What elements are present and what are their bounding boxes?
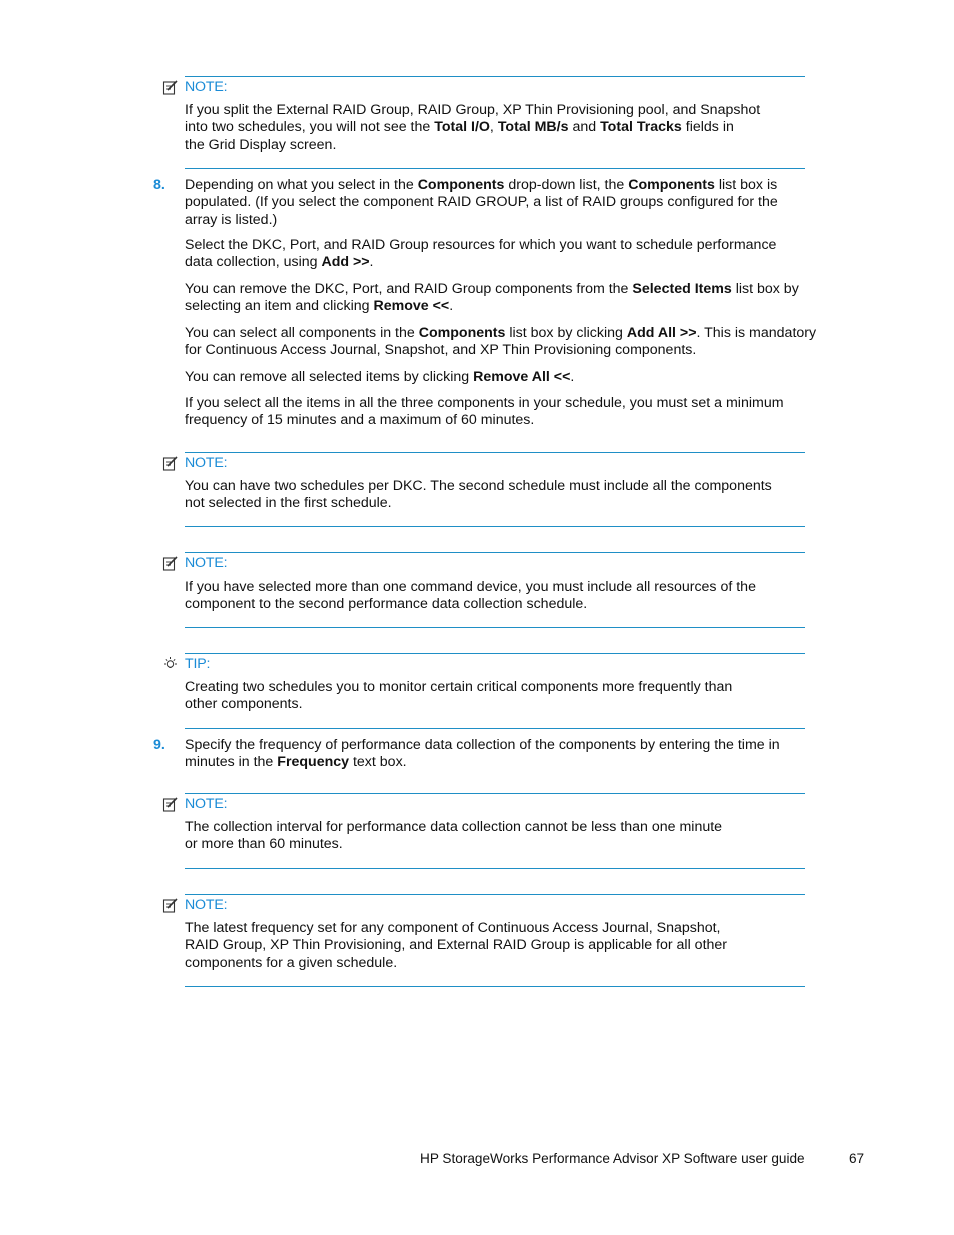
note-bottom-rule bbox=[185, 868, 805, 869]
note-label: NOTE: bbox=[185, 897, 228, 913]
note-header bbox=[162, 453, 227, 473]
tip-label: TIP: bbox=[185, 656, 211, 672]
note-body: The latest frequency set for any component of Continuous Access Journal, Snapshot, RAID Group, XP Thin Provisioning, and External RAID Group is applicable for all other components for a given schedule. bbox=[185, 920, 728, 971]
note-text-line: into two schedules, you will not see the Total I/O, Total MB/s and Total Tracks fields in bbox=[185, 119, 734, 136]
note-body bbox=[185, 102, 760, 154]
step-paragraph: If you select all the items in all the three components in your schedule, you must set a minimum frequency of 15 minutes and a maximum of 60 minutes. bbox=[185, 395, 784, 429]
note-top-rule bbox=[185, 76, 805, 77]
step-paragraph: You can remove the DKC, Port, and RAID Group components from the Selected Items list box by selecting an item and clicking Remove <<. bbox=[185, 281, 799, 315]
note-label: NOTE: bbox=[185, 79, 228, 95]
note-pencil-icon bbox=[162, 796, 179, 813]
tip-header bbox=[162, 654, 210, 674]
note-text-line: If you split the External RAID Group, RAID Group, XP Thin Provisioning pool, and Snapshot bbox=[185, 102, 761, 118]
note-top-rule bbox=[185, 894, 805, 895]
note-bottom-rule bbox=[185, 627, 805, 628]
note-bottom-rule bbox=[185, 986, 805, 987]
step-paragraph: You can remove all selected items by clicking Remove All <<. bbox=[185, 369, 575, 385]
step-number: 9. bbox=[153, 737, 165, 753]
note-body: You can have two schedules per DKC. The second schedule must include all the components not selected in the first schedule. bbox=[185, 478, 772, 512]
step-paragraph: Specify the frequency of performance data collection of the components by entering the time in minutes in the Frequency text box. bbox=[185, 737, 780, 771]
note-header bbox=[162, 553, 227, 573]
note-top-rule bbox=[185, 552, 805, 553]
note-label: NOTE: bbox=[185, 555, 228, 571]
note-header bbox=[162, 77, 227, 97]
footer-title: HP StorageWorks Performance Advisor XP Software user guide bbox=[420, 1151, 805, 1166]
note-label: NOTE: bbox=[185, 455, 228, 471]
step-paragraph: You can select all components in the Components list box by clicking Add All >>. This is mandatory for Continuous Access Journal, Snapshot, and XP Thin Provisioning components. bbox=[185, 325, 817, 359]
step-paragraph: Select the DKC, Port, and RAID Group resources for which you want to schedule performance data collection, using Add >>. bbox=[185, 237, 777, 271]
note-pencil-icon bbox=[162, 555, 179, 572]
step-number: 8. bbox=[153, 177, 165, 193]
tip-top-rule bbox=[185, 653, 805, 654]
note-pencil-icon bbox=[162, 455, 179, 472]
note-body: If you have selected more than one command device, you must include all resources of the component to the second performance data collection schedule. bbox=[185, 579, 756, 613]
tip-body: Creating two schedules you to monitor certain critical components more frequently than other components. bbox=[185, 679, 733, 713]
note-text-line: the Grid Display screen. bbox=[185, 136, 337, 153]
note-header bbox=[162, 794, 227, 814]
note-label: NOTE: bbox=[185, 796, 228, 812]
lightbulb-icon bbox=[162, 656, 179, 673]
note-body: The collection interval for performance data collection cannot be less than one minute or more than 60 minutes. bbox=[185, 819, 723, 853]
note-top-rule bbox=[185, 793, 805, 794]
page-number: 67 bbox=[849, 1151, 865, 1166]
note-pencil-icon bbox=[162, 79, 179, 96]
tip-bottom-rule bbox=[185, 728, 805, 729]
note-bottom-rule bbox=[185, 526, 805, 527]
note-header bbox=[162, 895, 227, 915]
note-top-rule bbox=[185, 452, 805, 453]
note-bottom-rule bbox=[185, 168, 805, 169]
note-pencil-icon bbox=[162, 897, 179, 914]
step-paragraph: Depending on what you select in the Components drop-down list, the Components list box is populated. (If you select the component RAID GROUP, a list of RAID groups configured for the array is listed.) bbox=[185, 177, 778, 228]
